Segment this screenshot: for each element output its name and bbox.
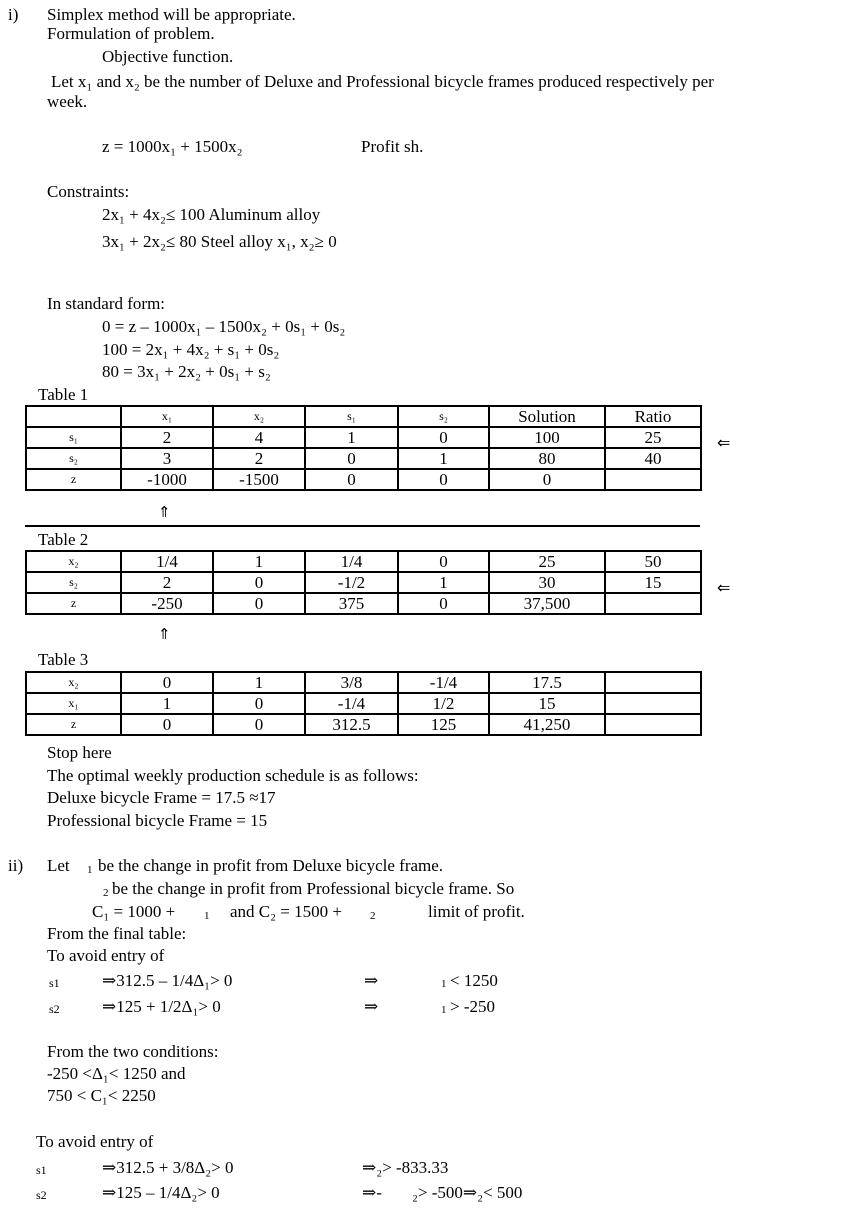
table-header-row — [26, 406, 701, 427]
result-1-subscript: 1 — [441, 978, 447, 990]
table-cell: 80 — [489, 448, 605, 469]
table-cell: 40 — [605, 448, 701, 469]
table-cell: 0 — [121, 672, 213, 693]
two-conditions-line: From the two conditions: — [47, 1042, 219, 1061]
row-label: z — [26, 469, 121, 490]
table-cell: 0 — [213, 593, 305, 614]
header-cell: Solution — [489, 406, 605, 427]
c1-expression: C₁ = 1000 + — [92, 902, 176, 921]
table-cell: 3 — [121, 448, 213, 469]
standard-eq-2: 100 = 2x₁ + 4x₂ + s₁ + 0s₂ — [102, 340, 280, 359]
delta1-subscript: 1 — [87, 864, 93, 876]
let-delta1-text: be the change in profit from Deluxe bicycle frame. — [98, 856, 444, 875]
condition-2: ⇒125 + 1/2Δ₁> 0 — [102, 997, 221, 1016]
table-cell: 1 — [398, 572, 489, 593]
delta1-range: -250 <Δ₁< 1250 and — [47, 1064, 186, 1083]
objective-note: Profit sh. — [361, 137, 424, 156]
table-cell: 100 — [489, 427, 605, 448]
implies-1: ⇒ — [364, 971, 379, 990]
table-cell: 0 — [398, 593, 489, 614]
objective-heading: Objective function. — [102, 47, 234, 66]
row-label: s₂ — [26, 572, 121, 593]
table-cell: 0 — [213, 693, 305, 714]
pivot-column-arrow-icon: ⇑ — [158, 625, 171, 643]
table-cell: 125 — [398, 714, 489, 735]
let-delta2-text: be the change in profit from Professional bicycle frame. So — [112, 879, 515, 898]
table-cell: 1 — [213, 551, 305, 572]
table-row — [26, 714, 701, 735]
table-cell: 0 — [213, 572, 305, 593]
table-1-label: Table 1 — [38, 385, 89, 404]
table-cell: 30 — [489, 572, 605, 593]
table-cell: 1 — [398, 448, 489, 469]
table-cell: 0 — [305, 448, 398, 469]
table-cell — [605, 469, 701, 490]
pivot-row-arrow-icon: ⇐ — [717, 578, 731, 597]
table-3-label: Table 3 — [38, 650, 89, 669]
standard-form-label: In standard form: — [47, 294, 166, 313]
table-2-label: Table 2 — [38, 530, 89, 549]
row-label: x₂ — [26, 551, 121, 572]
let-line-1: Let x₁ and x₂ be the number of Deluxe and Professional bicycle frames produced respectively per — [51, 72, 714, 91]
stop-here: Stop here — [47, 743, 112, 762]
s1-label: s1 — [36, 1163, 47, 1177]
table-cell — [605, 593, 701, 614]
table-cell: -250 — [121, 593, 213, 614]
objective-function: z = 1000x₁ + 1500x₂ — [102, 137, 243, 156]
table-cell: 50 — [605, 551, 701, 572]
header-cell: s₂ — [398, 406, 489, 427]
table-cell: -1500 — [213, 469, 305, 490]
c2-subscript: 2 — [370, 910, 376, 922]
table-cell: 0 — [398, 469, 489, 490]
let-delta1-prefix: Let — [47, 856, 70, 875]
result-2-subscript: 1 — [441, 1004, 447, 1016]
table-row — [26, 693, 701, 714]
let-line-2: week. — [47, 92, 88, 111]
table-row — [26, 427, 701, 448]
table-row — [26, 593, 701, 614]
table-cell: 41,250 — [489, 714, 605, 735]
table-cell: 1/2 — [398, 693, 489, 714]
row-label: x₂ — [26, 672, 121, 693]
table-cell: 0 — [305, 469, 398, 490]
table-cell: 0 — [398, 427, 489, 448]
table-cell: -1000 — [121, 469, 213, 490]
table-cell: 37,500 — [489, 593, 605, 614]
table-row — [26, 469, 701, 490]
header-cell — [26, 406, 121, 427]
delta2-subscript: 2 — [103, 887, 109, 899]
table-cell: 15 — [605, 572, 701, 593]
table-row — [26, 672, 701, 693]
c1-subscript: 1 — [204, 910, 210, 922]
formulation-line: Formulation of problem. — [47, 24, 215, 43]
result-4-prefix: ⇒- — [362, 1183, 382, 1202]
simplex-table-3 — [25, 671, 702, 736]
table-cell: 3/8 — [305, 672, 398, 693]
table-cell: -1/4 — [305, 693, 398, 714]
row-label: s₂ — [26, 448, 121, 469]
avoid-entry-1: To avoid entry of — [47, 946, 165, 965]
condition-1: ⇒312.5 – 1/4Δ₁> 0 — [102, 971, 233, 990]
table-cell: 2 — [121, 572, 213, 593]
table-cell — [605, 672, 701, 693]
table-cell — [605, 714, 701, 735]
table-cell: 0 — [213, 714, 305, 735]
table-cell: 1/4 — [305, 551, 398, 572]
table-cell: 15 — [489, 693, 605, 714]
standard-eq-3: 80 = 3x₁ + 2x₂ + 0s₁ + s₂ — [102, 362, 271, 381]
result-1: < 1250 — [450, 971, 498, 990]
avoid-entry-2: To avoid entry of — [36, 1132, 154, 1151]
c2-expression: and C₂ = 1500 + — [230, 902, 342, 921]
s1-label: s1 — [49, 976, 60, 990]
implies-2: ⇒ — [364, 997, 379, 1016]
result-4: ₂> -500⇒₂< 500 — [412, 1183, 523, 1202]
row-label: x₁ — [26, 693, 121, 714]
table-cell: 25 — [489, 551, 605, 572]
row-label: z — [26, 593, 121, 614]
table-cell: 1/4 — [121, 551, 213, 572]
deluxe-result: Deluxe bicycle Frame = 17.5 ≈17 — [47, 788, 276, 807]
s2-label: s2 — [49, 1002, 60, 1016]
simplex-table-2 — [25, 550, 702, 615]
table-row — [26, 572, 701, 593]
constraint-2: 3x₁ + 2x₂≤ 80 Steel alloy x₁, x₂≥ 0 — [102, 232, 337, 251]
standard-eq-1: 0 = z – 1000x₁ – 1500x₂ + 0s₁ + 0s₂ — [102, 317, 346, 336]
table-cell: 1 — [305, 427, 398, 448]
table-cell — [605, 693, 701, 714]
table-cell: -1/2 — [305, 572, 398, 593]
table-cell: 1 — [213, 672, 305, 693]
header-cell: x₂ — [213, 406, 305, 427]
table-cell: 4 — [213, 427, 305, 448]
part-ii-marker: ii) — [8, 856, 24, 875]
result-3: ⇒₂> -833.33 — [362, 1158, 449, 1177]
s2-label: s2 — [36, 1188, 47, 1202]
table-row — [26, 551, 701, 572]
row-label: s₁ — [26, 427, 121, 448]
table-cell: 2 — [213, 448, 305, 469]
intro-line: Simplex method will be appropriate. — [47, 5, 296, 24]
limit-of-profit: limit of profit. — [428, 902, 525, 921]
table-cell: 0 — [121, 714, 213, 735]
table-cell: 0 — [398, 551, 489, 572]
table-row — [26, 448, 701, 469]
pivot-column-arrow-icon: ⇑ — [158, 503, 171, 521]
row-label: z — [26, 714, 121, 735]
result-2: > -250 — [450, 997, 495, 1016]
table-cell: 17.5 — [489, 672, 605, 693]
professional-result: Professional bicycle Frame = 15 — [47, 811, 268, 830]
table-cell: 1 — [121, 693, 213, 714]
header-cell: s₁ — [305, 406, 398, 427]
table-cell: -1/4 — [398, 672, 489, 693]
c1-range: 750 < C₁< 2250 — [47, 1086, 156, 1105]
table-divider — [25, 525, 700, 527]
table-cell: 375 — [305, 593, 398, 614]
header-cell: Ratio — [605, 406, 701, 427]
pivot-row-arrow-icon: ⇐ — [717, 433, 731, 452]
table-cell: 2 — [121, 427, 213, 448]
constraint-1: 2x₁ + 4x₂≤ 100 Aluminum alloy — [102, 205, 321, 224]
table-cell: 312.5 — [305, 714, 398, 735]
schedule-line: The optimal weekly production schedule is as follows: — [47, 766, 419, 785]
table-cell: 25 — [605, 427, 701, 448]
constraints-label: Constraints: — [47, 182, 130, 201]
condition-4: ⇒125 – 1/4Δ₂> 0 — [102, 1183, 220, 1202]
condition-3: ⇒312.5 + 3/8Δ₂> 0 — [102, 1158, 234, 1177]
header-cell: x₁ — [121, 406, 213, 427]
simplex-table-1 — [25, 405, 702, 491]
part-i-marker: i) — [8, 5, 19, 24]
final-table-line: From the final table: — [47, 924, 187, 943]
table-cell: 0 — [489, 469, 605, 490]
